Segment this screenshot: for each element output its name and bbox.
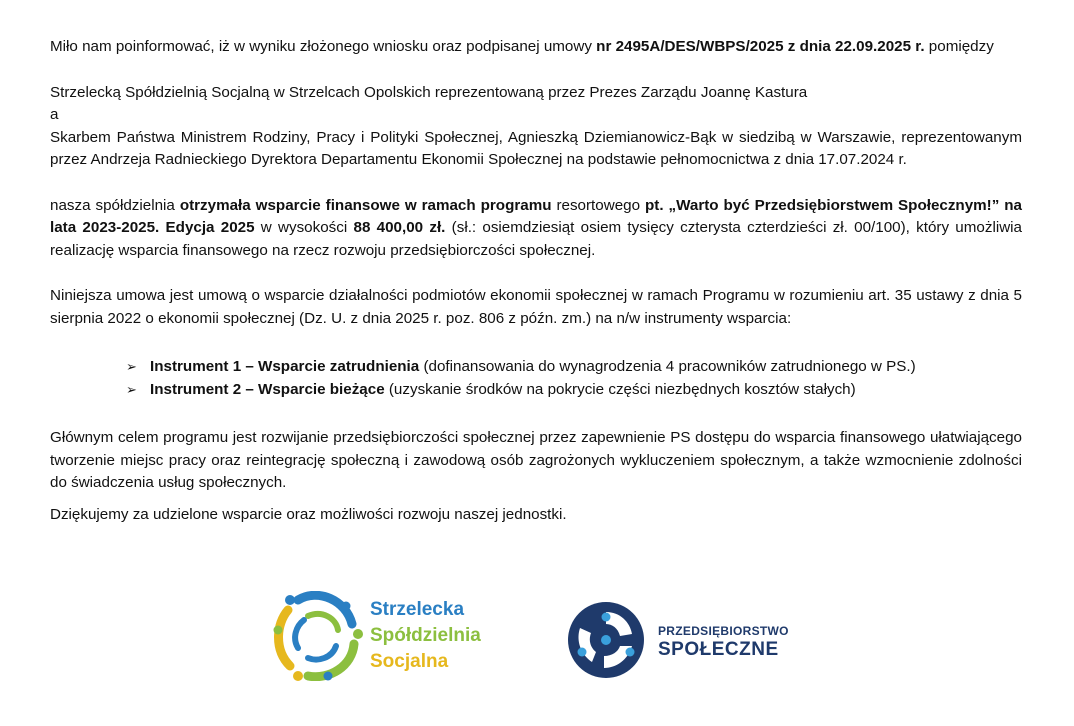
coop-logo-line2: Spółdzielnia	[370, 625, 481, 646]
goal-paragraph: Głównym celem programu jest rozwijanie przedsiębiorczości społecznej przez zapewnienie PS dostępu do wsparcia finansowego ułatwiającego tworzenie miejsc pracy oraz reintegrację społeczną i zawodową osób zagrożonych wykluczeniem społecznym, a także wzmocnienie zdolności do świadczenia usług społecznych.	[50, 429, 1022, 491]
thanks-paragraph: Dziękujemy za udzielone wsparcie oraz możliwości rozwoju naszej jednostki.	[50, 505, 567, 523]
agreement-paragraph: Niniejsza umowa jest umową o wsparcie działalności podmiotów ekonomii społecznej w ramach Programu w rozumieniu art. 35 ustawy z dnia 5 sierpnia 2022 o ekonomii społecznej (Dz. U. z dnia 2025 r. poz. 806 z późn. zm.) na n/w instrumenty wsparcia:	[50, 287, 1022, 327]
ps-logo-line1: PRZEDSIĘBIORSTWO	[658, 624, 789, 638]
party-conjunction: a	[50, 106, 59, 123]
party-2: Skarbem Państwa Ministrem Rodziny, Pracy i Polityki Społecznej, Agnieszką Dziemianowicz-Bąk w siedzibą w Warszawie, reprezentowanym przez Andrzeja Radnieckiego Dyrektora Departamentu Ekonomii Społecznej na podstawie pełnomocnictwa z dnia 17.07.2024 r.	[50, 128, 1022, 168]
ps-logo-line2: SPOŁECZNE	[658, 639, 779, 660]
letter-body	[50, 36, 1022, 526]
support-text-3: w wysokości	[254, 219, 354, 236]
intro-tail: pomiędzy	[924, 38, 994, 55]
coop-logo-line3: Socjalna	[370, 651, 449, 672]
instrument-list	[50, 356, 1022, 401]
logos-row	[0, 588, 1074, 688]
contract-number: nr 2495A/DES/WBPS/2025 z dnia 22.09.2025 r.	[596, 38, 925, 55]
program-name: pt. „Warto być Przedsiębiorstwem Społecznym!” na lata 2023-2025. Edycja 2025	[50, 196, 1022, 236]
support-text-1: nasza spółdzielnia	[50, 196, 180, 214]
instrument-title: Instrument 2 – Wsparcie bieżące	[150, 380, 385, 398]
ps-circle-icon	[566, 600, 646, 680]
intro-text: Miło nam poinformować, iż w wyniku złożonego wniosku oraz podpisanej umowy	[50, 38, 597, 55]
arrow-bullet-icon: ➢	[126, 381, 137, 397]
party-1: Strzelecką Spółdzielnią Socjalną w Strzelcach Opolskich reprezentowaną przez Prezes Zarządu Joannę Kastura	[50, 83, 808, 101]
instrument-desc: (uzyskanie środków na pokrycie części niezbędnych kosztów stałych)	[384, 380, 856, 398]
arrow-bullet-icon: ➢	[126, 359, 137, 374]
instrument-title: Instrument 1 – Wsparcie zatrudnienia	[150, 358, 420, 375]
coop-logo	[270, 591, 500, 681]
support-paragraph	[50, 195, 1022, 263]
ps-logo	[566, 600, 806, 680]
list-item	[126, 379, 1022, 402]
coop-logo-text	[370, 597, 481, 675]
people-circle-icon	[270, 591, 366, 681]
support-amount: 88 400,00 zł.	[353, 219, 446, 236]
ps-logo-text	[658, 623, 789, 661]
instrument-desc: (dofinansowania do wynagrodzenia 4 pracowników zatrudnionego w PS.)	[419, 358, 916, 375]
support-text-2: resortowego	[551, 196, 645, 214]
coop-logo-line1: Strzelecka	[370, 599, 465, 620]
support-bold-1: otrzymała wsparcie finansowe w ramach programu	[179, 196, 552, 214]
intro-paragraph	[50, 36, 1022, 59]
list-item	[126, 356, 1022, 379]
support-text-4: (sł.: osiemdziesiąt osiem tysięcy czterysta czterdzieści zł. 00/100), który umożliwia realizację wsparcia finansowego na rzecz rozwoju przedsiębiorczości społecznej.	[50, 219, 1022, 259]
